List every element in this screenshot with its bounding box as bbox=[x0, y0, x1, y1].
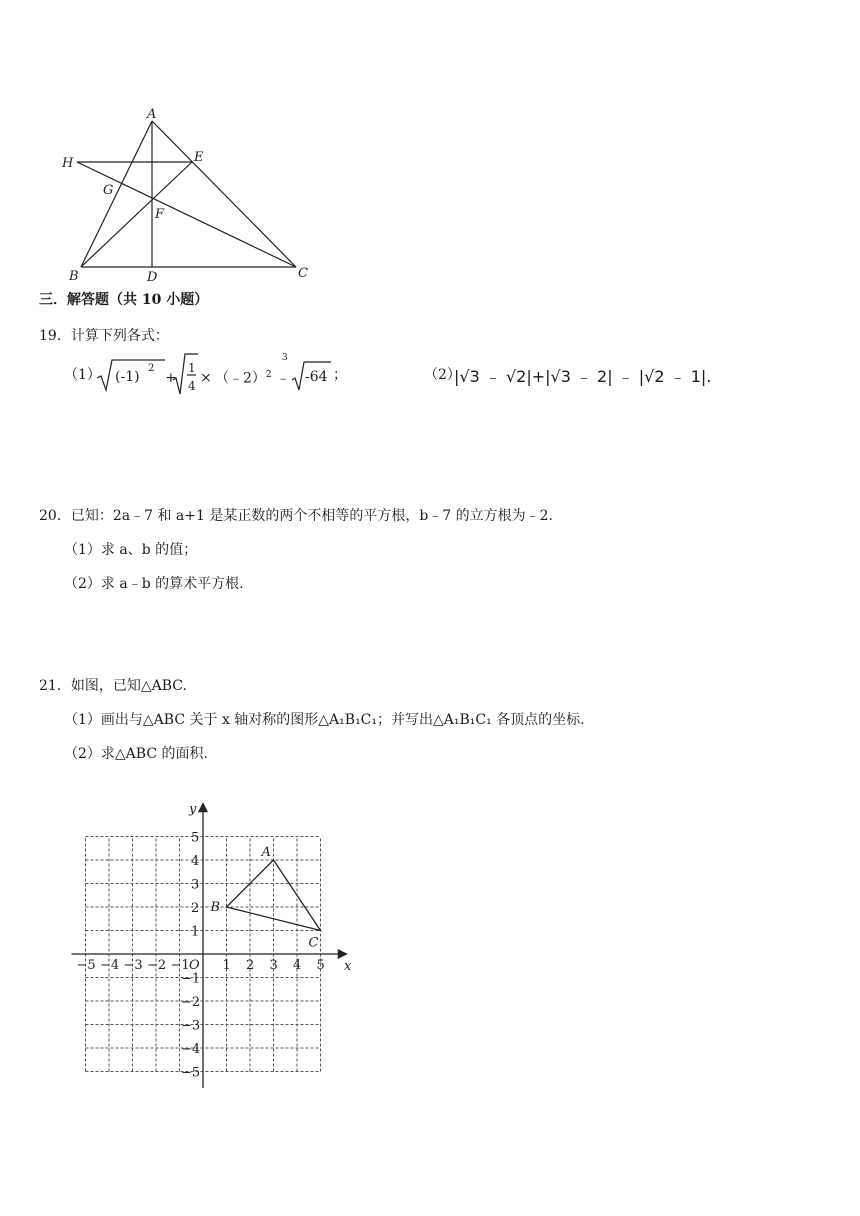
y-tick-label: −4 bbox=[181, 1042, 201, 1057]
q19-part1-end: ； bbox=[333, 367, 347, 383]
point-label-h: H bbox=[62, 156, 74, 171]
q21-part1: （1）画出与△ABC 关于 x 轴对称的图形△A₁B₁C₁；并写出△A₁B₁C₁ 各顶点的坐标. bbox=[64, 712, 585, 728]
point-label-c: C bbox=[298, 266, 308, 281]
q20-part2: （2）求 a﹣b 的算术平方根. bbox=[64, 576, 244, 592]
q19-number: 19． bbox=[39, 328, 71, 344]
x-tick-label: −4 bbox=[100, 958, 120, 973]
y-tick-label: 1 bbox=[191, 924, 200, 940]
origin-label: O bbox=[189, 958, 200, 973]
svg-text:(-1): (-1) bbox=[115, 369, 140, 385]
x-axis-arrow bbox=[338, 950, 346, 958]
point-label-f: F bbox=[155, 207, 165, 222]
point-label-b: B bbox=[69, 269, 79, 284]
y-tick-label: 2 bbox=[191, 901, 200, 916]
q21-part2: （2）求△ABC 的面积. bbox=[64, 746, 208, 762]
y-tick-label: −1 bbox=[181, 971, 201, 987]
y-tick-label: 4 bbox=[191, 854, 200, 869]
x-tick-label: 1 bbox=[222, 958, 231, 973]
q19-title: 计算下列各式： bbox=[70, 328, 169, 344]
x-tick-label: 4 bbox=[293, 958, 302, 973]
x-tick-label: −2 bbox=[147, 958, 167, 973]
point-label-d: D bbox=[147, 270, 158, 285]
q20-part1: （1）求 a、b 的值； bbox=[64, 542, 198, 558]
x-tick-label: −3 bbox=[123, 958, 143, 973]
coordinate-grid bbox=[55, 795, 355, 1100]
svg-text:+: + bbox=[165, 370, 177, 386]
vertex-label-a: A bbox=[261, 845, 271, 860]
y-tick-label: −5 bbox=[181, 1065, 201, 1081]
q21-number: 21． bbox=[39, 678, 71, 694]
q19-part1-exponent: 2 bbox=[265, 370, 272, 380]
svg-text:3: 3 bbox=[282, 353, 288, 363]
svg-text:-64: -64 bbox=[305, 369, 328, 385]
vertex-label-b: B bbox=[210, 900, 221, 915]
q20-stem-line bbox=[39, 507, 553, 525]
point-label-a: A bbox=[147, 107, 157, 122]
section-heading: 三．解答题（共 10 小题） bbox=[39, 292, 209, 308]
svg-text:1: 1 bbox=[188, 361, 196, 375]
vertex-label-c: C bbox=[308, 935, 319, 951]
x-tick-label: 5 bbox=[316, 958, 325, 973]
y-tick-label: −2 bbox=[181, 995, 201, 1010]
y-tick-label: −3 bbox=[181, 1018, 201, 1034]
q19-part2-expr: |√3 ﹣ √2|+|√3 ﹣ 2| ﹣ |√2 ﹣ 1|. bbox=[454, 367, 712, 386]
q19-part1-neg2: （﹣2） bbox=[215, 370, 266, 387]
geometry-figure bbox=[55, 105, 325, 285]
x-tick-label: 2 bbox=[246, 958, 255, 973]
q21-stem-line bbox=[39, 677, 187, 695]
x-tick-label: 3 bbox=[269, 958, 278, 973]
y-axis-arrow bbox=[199, 804, 207, 812]
q20-number: 20． bbox=[39, 508, 71, 524]
q20-stem: 已知：2a﹣7 和 a+1 是某正数的两个不相等的平方根，b﹣7 的立方根为﹣2. bbox=[70, 508, 553, 524]
q19-part1-prefix: （1） bbox=[64, 367, 101, 383]
svg-text:2: 2 bbox=[148, 363, 155, 374]
point-label-e: E bbox=[194, 150, 204, 165]
y-tick-label: 3 bbox=[191, 877, 200, 893]
q19-part2-prefix: （2） bbox=[424, 367, 461, 383]
x-axis-label: x bbox=[344, 959, 352, 974]
x-tick-label: −1 bbox=[170, 958, 190, 973]
y-tick-label: 5 bbox=[191, 830, 200, 846]
q19-part1-minus: ﹣ bbox=[276, 370, 291, 387]
point-label-g: G bbox=[103, 183, 114, 198]
svg-text:4: 4 bbox=[188, 379, 196, 393]
y-axis-label: y bbox=[189, 802, 197, 817]
q21-stem: 如图，已知△ABC. bbox=[70, 678, 187, 694]
svg-text:×: × bbox=[200, 370, 212, 386]
q19-part1-middle bbox=[215, 366, 290, 388]
x-tick-label: −5 bbox=[76, 958, 96, 973]
q19-title-line bbox=[39, 327, 169, 345]
